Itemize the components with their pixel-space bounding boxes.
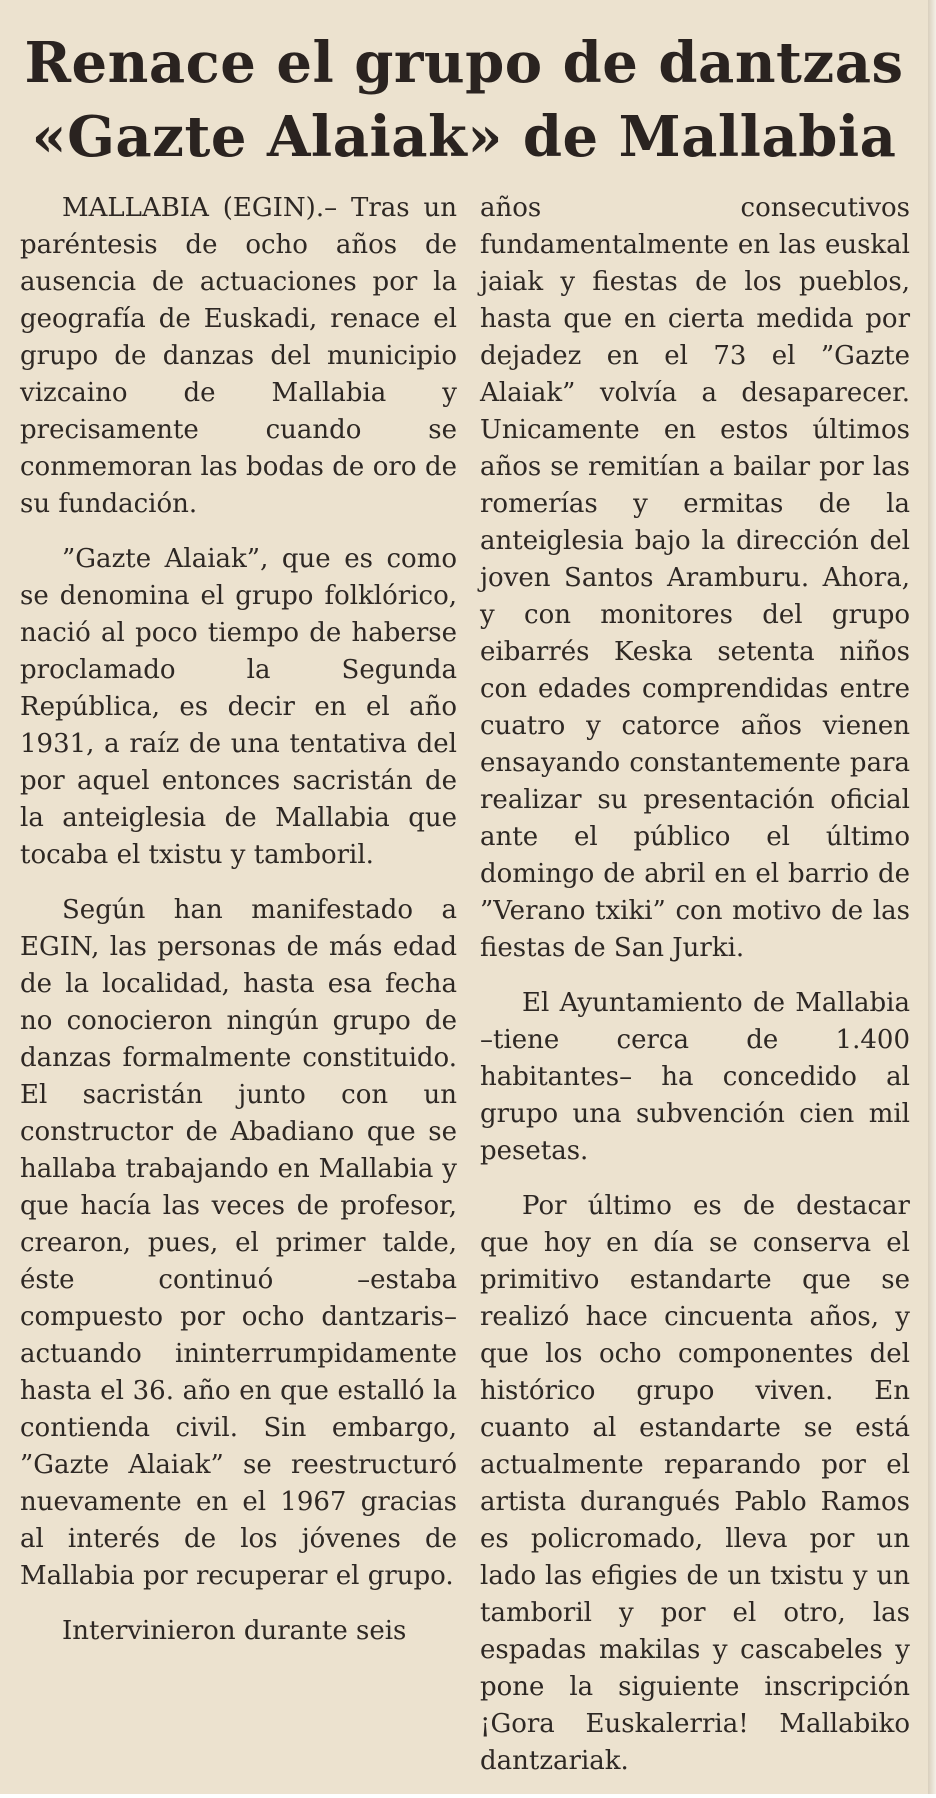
- article-paragraph: Intervinieron durante seis: [62, 1616, 407, 1646]
- left-column: [20, 190, 457, 1668]
- scan-edge: [928, 0, 936, 1794]
- right-column: [480, 190, 910, 1798]
- article-paragraph: Según han manifestado a EGIN, las personas de más edad de la localidad, hasta esa fecha no conocieron ningún grupo de danzas formalmente constituido. El sacristán junto con un constructor de Abadiano que se hallaba trabajando en Mallabia y que hacía las veces de profesor, crearon, pues, el primer talde, éste continuó –estaba compuesto por ocho dantzaris– actuando ininterrumpidamente hasta el 36. año en que estalló la contienda civil. Sin embargo, ”Gazte Alaiak” se reestructuró nuevamente en el 1967 gracias al interés de los jóvenes de Mallabia por recuperar el grupo.: [20, 895, 457, 1591]
- article-paragraph: años consecutivos fundamentalmente en las euskal jaiak y fiestas de los pueblos, hasta que en cierta medida por dejadez en el 73 el ”Gazte Alaiak” volvía a desaparecer. Unicamente en estos últimos años se remitían a bailar por las romerías y ermitas de la anteiglesia bajo la dirección del joven Santos Aramburu. Ahora, y con monitores del grupo eibarrés Keska setenta niños con edades comprendidas entre cuatro y catorce años vienen ensayando constantemente para realizar su presentación oficial ante el público el último domingo de abril en el barrio de ”Verano txiki” con motivo de las fiestas de San Jurki.: [480, 193, 910, 963]
- article-paragraph: El Ayuntamiento de Mallabia –tiene cerca de 1.400 habitantes– ha concedido al grupo una subvención cien mil pesetas.: [480, 988, 910, 1166]
- article-paragraph: ”Gazte Alaiak”, que es como se denomina el grupo folklórico, nació al poco tiempo de haberse proclamado la Segunda República, es decir en el año 1931, a raíz de una tentativa del por aquel entonces sacristán de la anteiglesia de Mallabia que tocaba el txistu y tamboril.: [20, 544, 457, 870]
- article-paragraph: MALLABIA (EGIN).– Tras un paréntesis de ocho años de ausencia de actuaciones por la geografía de Euskadi, renace el grupo de danzas del municipio vizcaino de Mallabia y precisamente cuando se conmemoran las bodas de oro de su fundación.: [20, 193, 457, 519]
- headline-line-1: Renace el grupo de dantzas: [24, 30, 904, 96]
- article-paragraph: Por último es de destacar que hoy en día se conserva el primitivo estandarte que se realizó hace cincuenta años, y que los ocho componentes del histórico grupo viven. En cuanto al estandarte se está actualmente reparando por el artista durangués Pablo Ramos es policromado, lleva por un lado las efigies de un txistu y un tamboril y por el otro, las espadas makilas y cascabeles y pone la siguiente inscripción ¡Gora Euskalerria! Mallabiko dantzariak.: [480, 1191, 910, 1776]
- headline-line-2: «Gazte Alaiak» de Mallabia: [31, 104, 897, 170]
- headline: [14, 26, 914, 174]
